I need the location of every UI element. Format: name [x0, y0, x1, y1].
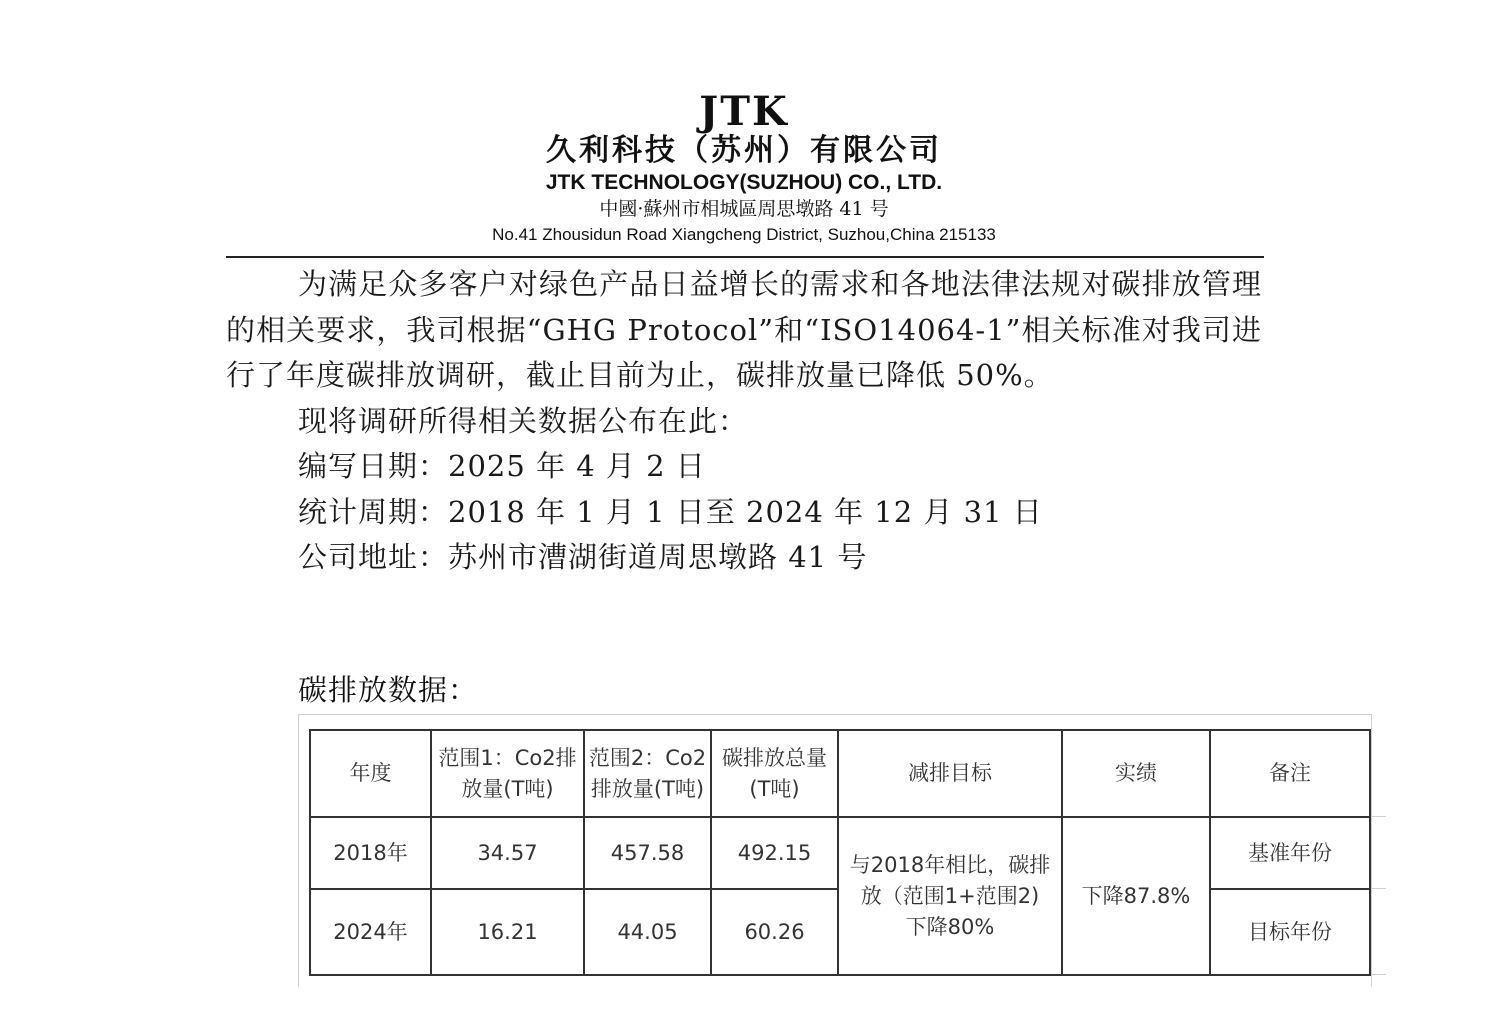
header-total [711, 730, 838, 817]
target-line1: 与2018年相比，碳排 [849, 852, 1051, 877]
cell-scope2: 457.58 [584, 817, 711, 889]
intro-paragraph: 为满足众多客户对绿色产品日益增长的需求和各地法律法规对碳排放管理的相关要求，我司根据“GHG Protocol”和“ISO14064-1”相关标准对我司进行了年度碳排放调研，截止目前为止，碳排放量已降低 50%。 [226, 267, 1262, 392]
company-address-cn: 中國·蘇州市相城區周思墩路 41 号 [599, 198, 889, 220]
header-remark: 备注 [1210, 730, 1370, 817]
header-scope2 [584, 730, 711, 817]
company-name-en: JTK TECHNOLOGY(SUZHOU) CO., LTD. [545, 171, 943, 194]
company-address: 公司地址：苏州市漕湖街道周思墩路 41 号 [298, 540, 868, 574]
cell-remark: 基准年份 [1210, 817, 1370, 889]
company-name-cn: 久利科技（苏州）有限公司 [546, 133, 942, 168]
header-divider [226, 256, 1264, 258]
header-target: 减排目标 [838, 730, 1062, 817]
cell-year: 2018年 [310, 817, 431, 889]
table-guide-line [1370, 974, 1386, 975]
table-row [310, 817, 1370, 889]
statistics-period: 统计周期：2018 年 1 月 1 日至 2024 年 12 月 31 日 [298, 494, 1043, 529]
company-address-en: No.41 Zhousidun Road Xiangcheng District, Suzhou,China 215133 [492, 225, 996, 244]
table-header-row [310, 730, 1370, 817]
table-guide-line [1370, 816, 1386, 817]
target-line3: 下降80% [905, 914, 995, 939]
header-scope2-line1: 范围2：Co2 [588, 745, 707, 770]
cell-total: 492.15 [711, 817, 838, 889]
header-year: 年度 [310, 730, 431, 817]
header-actual: 实绩 [1062, 730, 1210, 817]
header-scope2-line2: 排放量(T吨) [590, 776, 705, 801]
cell-actual: 下降87.8% [1062, 817, 1210, 975]
company-logo: JTK [699, 88, 789, 135]
header-scope1 [431, 730, 584, 817]
cell-scope1: 34.57 [431, 817, 584, 889]
header-total-line1: 碳排放总量 [722, 745, 827, 770]
cell-total: 60.26 [711, 889, 838, 975]
carbon-emission-table [309, 729, 1371, 976]
cell-scope1: 16.21 [431, 889, 584, 975]
header-scope1-line1: 范围1：Co2排 [438, 745, 577, 770]
letterhead [0, 88, 1488, 246]
target-line2: 放（范围1+范围2) [860, 883, 1040, 908]
cell-remark: 目标年份 [1210, 889, 1370, 975]
cell-year: 2024年 [310, 889, 431, 975]
compile-date: 编写日期：2025 年 4 月 2 日 [298, 449, 706, 483]
table-title: 碳排放数据： [298, 673, 479, 707]
publish-note: 现将调研所得相关数据公布在此： [298, 403, 749, 438]
cell-reduction-target [838, 817, 1062, 975]
cell-scope2: 44.05 [584, 889, 711, 975]
header-total-line2: (T吨) [749, 776, 800, 801]
document-body [226, 262, 1262, 581]
header-scope1-line2: 放量(T吨) [461, 776, 554, 801]
table-guide-line [1370, 888, 1386, 889]
